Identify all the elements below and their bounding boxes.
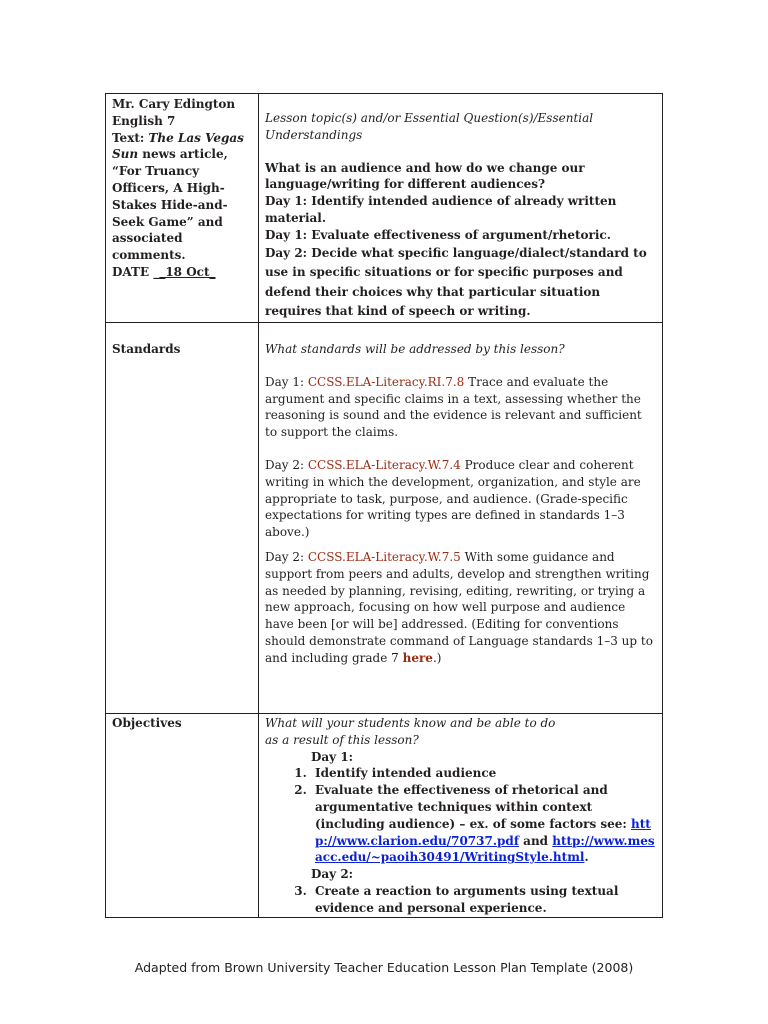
objectives-row bbox=[106, 714, 663, 918]
objectives-label-cell bbox=[106, 714, 259, 918]
standards-label: Standards bbox=[112, 342, 181, 356]
header-row bbox=[106, 94, 663, 323]
objectives-label: Objectives bbox=[112, 716, 182, 730]
standard-code[interactable]: CCSS.ELA-Literacy.RI.7.8 bbox=[307, 374, 465, 389]
day1-goal-a: Day 1: Identify intended audience of already written material. bbox=[265, 194, 617, 225]
standard-code[interactable]: CCSS.ELA-Literacy.W.7.4 bbox=[307, 457, 461, 472]
clarion-link[interactable]: http://www.clarion.edu/70737.pdf bbox=[315, 816, 651, 848]
date-value: _18 Oct_ bbox=[159, 264, 216, 279]
objectives-content-cell bbox=[259, 714, 663, 918]
lesson-plan-table bbox=[105, 93, 663, 918]
topic-prompt: Lesson topic(s) and/or Essential Question(s)/Essential Understandings bbox=[265, 111, 594, 142]
objectives-prompt: What will your students know and be able to do as a result of this lesson? bbox=[265, 716, 556, 747]
standards-prompt: What standards will be addressed by this lesson? bbox=[265, 342, 565, 356]
standards-content-cell bbox=[259, 323, 663, 714]
standard-code[interactable]: CCSS.ELA-Literacy.W.7.5 bbox=[307, 549, 461, 564]
standards-label-cell bbox=[106, 323, 259, 714]
teacher-name: Mr. Cary Edington bbox=[112, 97, 236, 111]
standard-item: Day 2: CCSS.ELA-Literacy.W.7.5 With some guidance and support from peers and adults, develop and strengthen writing as needed by planning, revising, editing, rewriting, or trying a new approach, focusing on how well purpose and audience have been [or will be] addressed. (Editing for conventions should demonstrate command of Language standards 1–3 up to and including grade 7 here.) bbox=[265, 549, 653, 665]
day1-goal-b: Day 1: Evaluate effectiveness of argument/rhetoric. bbox=[265, 227, 611, 242]
day2-label: Day 2: bbox=[311, 867, 354, 882]
objectives-list bbox=[265, 765, 656, 866]
header-cell bbox=[106, 94, 259, 323]
list-item: 3. Create a reaction to arguments using textual evidence and personal experience. bbox=[311, 883, 656, 917]
text-title: The Las Vegas Sun bbox=[112, 130, 244, 162]
mesacc-link[interactable]: http://www.mesacc.edu/~paoih30491/WritingStyle.html bbox=[315, 833, 655, 865]
list-item: 2. Evaluate the effectiveness of rhetorical and argumentative techniques within context (including audience) – ex. of some factors see: http://www.clarion.edu/70737.pdf and http://www.mesacc.edu/~paoih30491/WritingStyle.html. bbox=[311, 782, 656, 866]
footer-note: Adapted from Brown University Teacher Education Lesson Plan Template (2008) bbox=[134, 960, 634, 975]
essential-question: What is an audience and how do we change our language/writing for different audiences? bbox=[265, 160, 585, 192]
list-item: 1. Identify intended audience bbox=[311, 765, 656, 782]
text-info: Text: The Las Vegas Sun news article, “For Truancy Officers, A High-Stakes Hide-and-Seek Game” and associated comments. bbox=[112, 130, 244, 263]
standard-item: Day 1: CCSS.ELA-Literacy.RI.7.8 Trace and evaluate the argument and specific claims in a text, assessing whether the reasoning is sound and the evidence is relevant and sufficient to support the claims. bbox=[265, 374, 642, 440]
here-link[interactable]: here bbox=[402, 650, 433, 665]
standards-row bbox=[106, 323, 663, 714]
topic-cell bbox=[259, 94, 663, 323]
standard-item: Day 2: CCSS.ELA-Literacy.W.7.4 Produce clear and coherent writing in which the development, organization, and style are appropriate to task, purpose, and audience. (Grade-specific expectations for writing types are defined in standards 1–3 above.) bbox=[265, 457, 641, 540]
course-name: English 7 bbox=[112, 113, 176, 128]
date-line: DATE __18 Oct_ bbox=[112, 264, 216, 279]
day2-goal: Day 2: Decide what specific language/dialect/standard to use in specific situations or for specific purposes and defend their choices why that particular situation requires that kind of speech or writing. bbox=[265, 245, 647, 319]
day1-label: Day 1: bbox=[311, 749, 354, 764]
objectives-list-day2 bbox=[265, 883, 656, 917]
